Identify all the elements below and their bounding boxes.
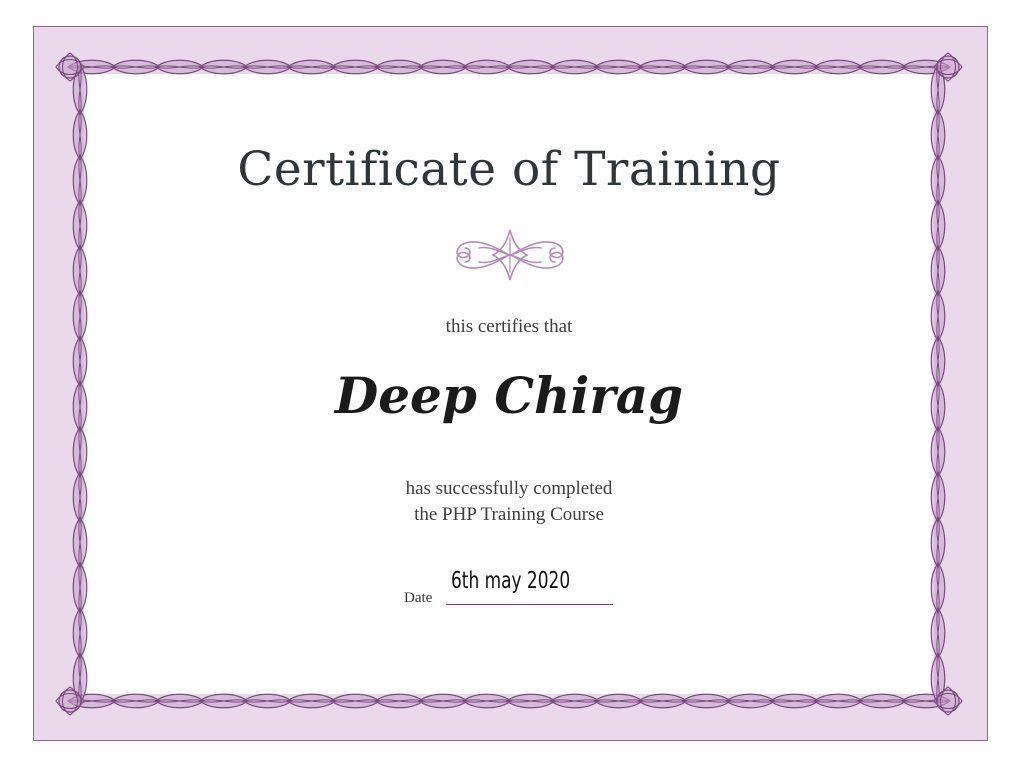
date-label: Date	[404, 590, 433, 606]
completion-line-1: has successfully completed	[405, 478, 613, 499]
completion-line-2: the PHP Training Course	[414, 504, 604, 525]
recipient-name: Deep Chirag	[334, 366, 684, 425]
flourish-divider-icon	[449, 224, 571, 286]
certifies-text: this certifies that	[445, 316, 573, 337]
completion-text	[0, 476, 1018, 528]
certificate-title: Certificate of Training	[237, 142, 781, 197]
date-line	[446, 604, 613, 605]
date-value: 6th may 2020	[451, 568, 571, 594]
